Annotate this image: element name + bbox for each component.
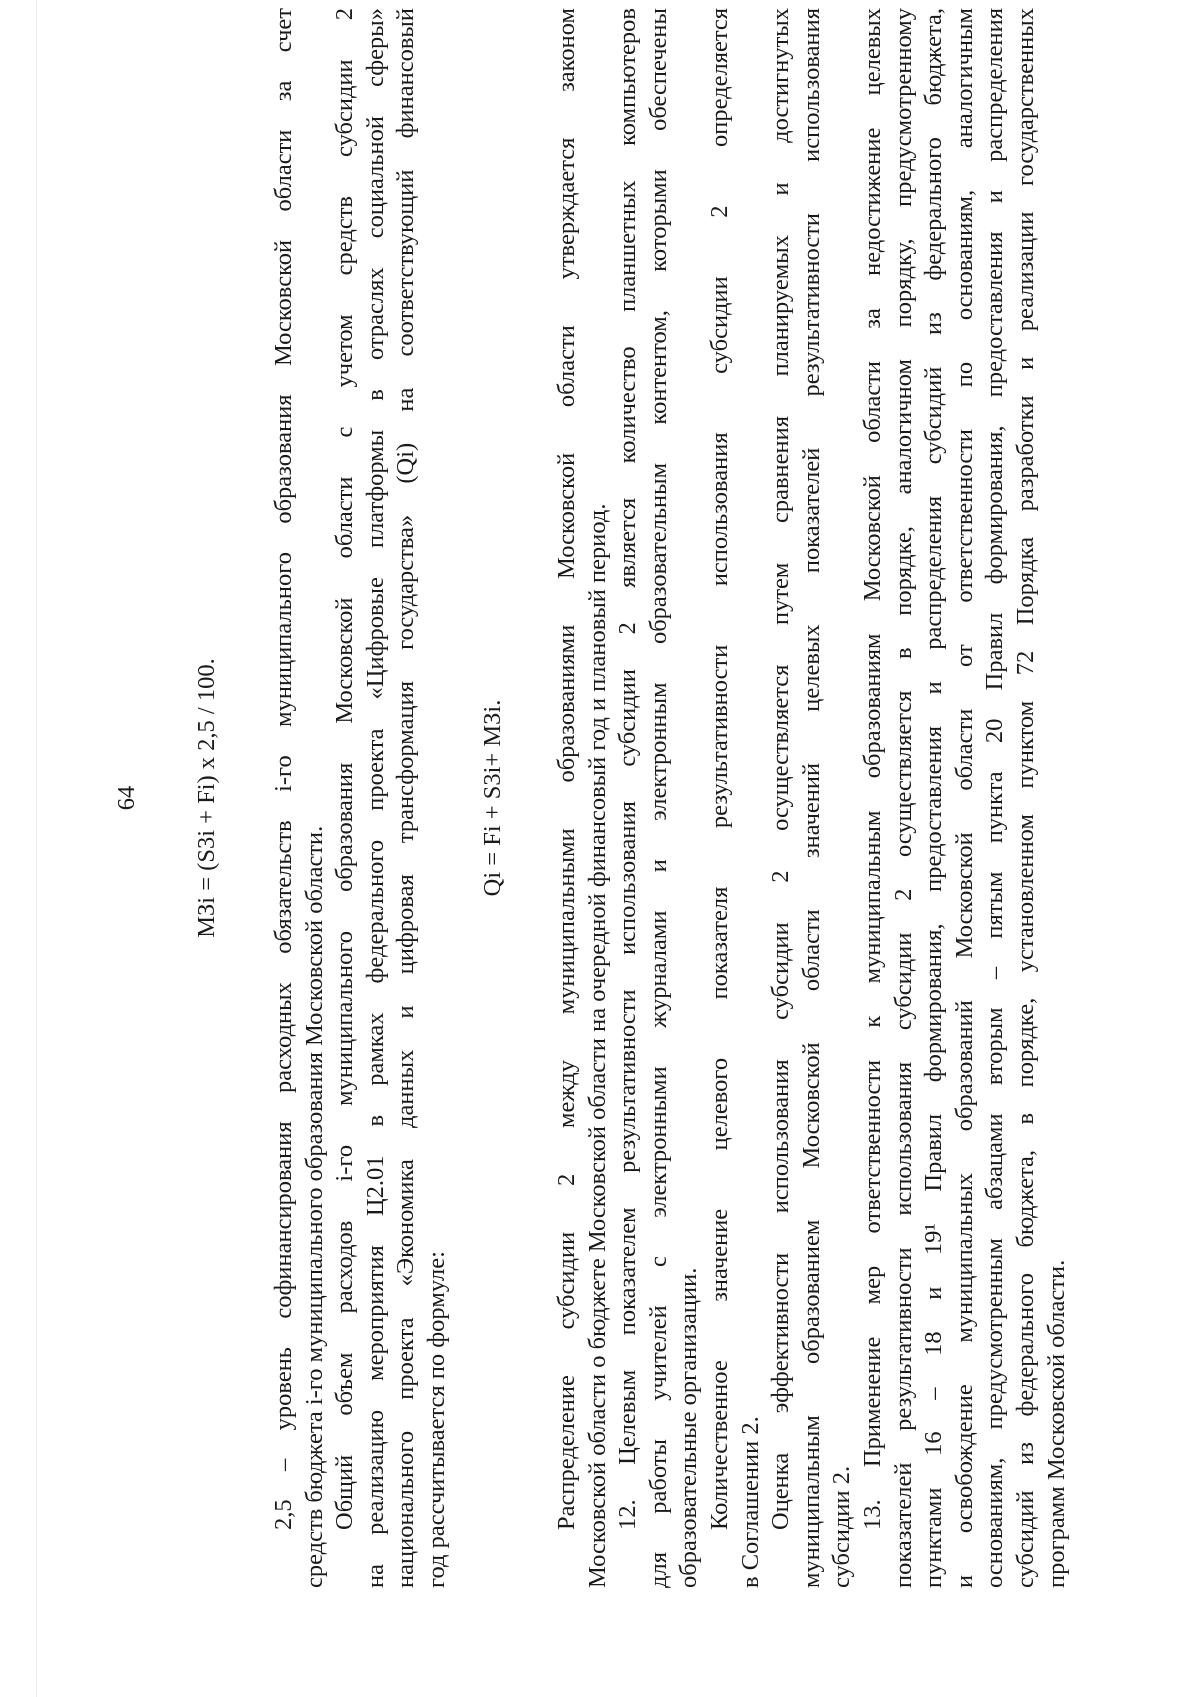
text-line: образовательные организации. <box>675 1267 703 1588</box>
text-line: пунктами 16 – 18 и 19¹ Правил формирования, предоставления и распределения субсидий из федерального бюджета, <box>920 8 948 1588</box>
text-line: субсидий из федерального бюджета, в порядке, установленном пунктом 72 Порядка разработки и реализации государственных <box>1011 8 1039 1588</box>
text-line: на реализацию мероприятия Ц2.01 в рамках федерального проекта «Цифровые платформы в отраслях социальной сферы» <box>361 8 389 1588</box>
text-line: для работы учителей с электронными журналами и электронным образовательным контентом, которыми обеспечены <box>644 8 672 1588</box>
text-line: Распределение субсидии 2 между муниципальными образованиями Московской области утверждается законом <box>553 8 580 1530</box>
text-line: в Соглашении 2. <box>736 1416 764 1588</box>
text-line: муниципальным образованием Московской области значений целевых показателей результативности использования <box>797 8 825 1588</box>
text-line: и освобождение муниципальных образований Московской области от ответственности по основаниям, аналогичным <box>950 8 978 1588</box>
text-line: субсидии 2. <box>828 1465 856 1588</box>
text-line: средств бюджета i-го муниципального образования Московской области. <box>300 825 328 1588</box>
text-line: Количественное значение целевого показателя результативности использования субсидии 2 определяется <box>705 8 733 1530</box>
paragraph-cofinancing-level <box>269 8 330 1588</box>
text-line: Оценка эффективности использования субсидии 2 осуществляется путем сравнения планируемых и достигнутых <box>767 8 795 1530</box>
formula-q-block <box>478 8 509 1588</box>
rotated-page-content <box>112 8 1200 1588</box>
paragraph-total-expenditure <box>330 8 452 1588</box>
text-line: национального проекта «Экономика данных и цифровая трансформация государства» (Qi) на соответствующий финансовый <box>392 8 420 1588</box>
text-line: Общий объем расходов i-го муниципального образования Московской области с учетом средств субсидии 2 <box>331 8 358 1530</box>
text-line: год рассчитывается по формуле: <box>422 1251 450 1588</box>
text-line: показателей результативности использования субсидии 2 осуществляется в порядке, аналогичном порядку, предусмотренному <box>889 8 917 1588</box>
formula-q: Qi = Fi + S3i+ МЗi. <box>479 699 506 897</box>
text-line: 12. Целевым показателем результативности использования субсидии 2 является количество планшетных компьютеров <box>614 8 642 1530</box>
text-line: Московской области о бюджете Московской области на очередной финансовый год и плановый период. <box>583 503 611 1588</box>
text-line: основаниям, предусмотренным абзацами вторым – пятым пункта 20 Правил формирования, предоставления и распределения <box>981 8 1009 1588</box>
text-line: 2,5 – уровень софинансирования расходных обязательств i-го муниципального образования Московской области за счет <box>270 8 297 1530</box>
paragraph-distribution <box>552 8 1072 1588</box>
text-line: 13. Применение мер ответственности к муниципальным образованиям Московской области за недостижение целевых <box>858 8 886 1530</box>
page-edge-line <box>36 0 37 1697</box>
formula-m3-block <box>192 8 223 1588</box>
text-line: программ Московской области. <box>1042 1259 1070 1588</box>
page-number: 64 <box>113 785 140 811</box>
formula-m3: МЗi = (S3i + Fi) x 2,5 / 100. <box>193 658 220 938</box>
